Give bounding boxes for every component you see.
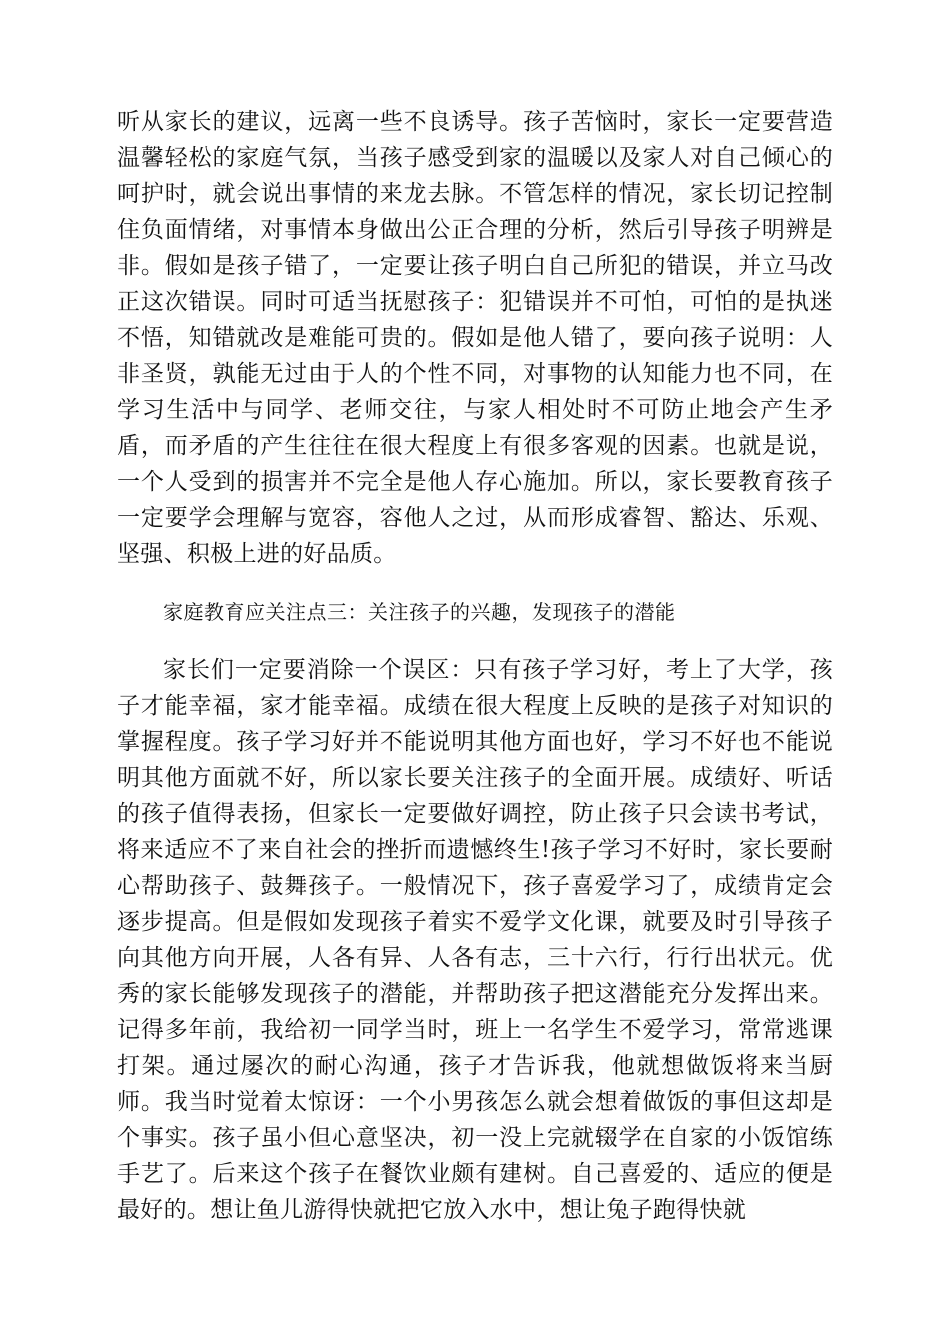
section-heading-3: 家庭教育应关注点三：关注孩子的兴趣，发现孩子的潜能 [163,600,676,624]
body-paragraph-1: 听从家长的建议，远离一些不良诱导。孩子苦恼时，家长一定要营造温馨轻松的家庭气氛，当孩子感受到家的温暖以及家人对自己倾心的呵护时，就会说出事情的来龙去脉。不管怎样的情况，家长切记控制住负面情绪，对事情本身做出公正合理的分析，然后引导孩子明辨是非。假如是孩子错了，一定要让孩子明白自己所犯的错误，并立马改正这次错误。同时可适当抚慰孩子：犯错误并不可怕，可怕的是执迷不悟，知错就改是难能可贵的。假如是他人错了，要向孩子说明：人非圣贤，孰能无过由于人的个性不同，对事物的认知能力也不同，在学习生活中与同学、老师交往，与家人相处时不可防止地会产生矛盾，而矛盾的产生往往在很大程度上有很多客观的因素。也就是说，一个人受到的损害并不完全是他人存心施加。所以，家长要教育孩子一定要学会理解与宽容，容他人之过，从而形成睿智、豁达、乐观、坚强、积极上进的好品质。 [117,109,833,567]
document-page [117,104,833,1228]
body-paragraph-2: 家长们一定要消除一个误区：只有孩子学习好，考上了大学，孩子才能幸福，家才能幸福。成绩在很大程度上反映的是孩子对知识的掌握程度。孩子学习好并不能说明其他方面也好，学习不好也不能说明其他方面就不好，所以家长要关注孩子的全面开展。成绩好、听话的孩子值得表扬，但家长一定要做好调控，防止孩子只会读书考试，将来适应不了来自社会的挫折而遗憾终生!孩子学习不好时，家长要耐心帮助孩子、鼓舞孩子。一般情况下，孩子喜爱学习了，成绩肯定会逐步提高。但是假如发现孩子着实不爱学文化课，就要及时引导孩子向其他方向开展，人各有异、人各有志，三十六行，行行出状元。优秀的家长能够发现孩子的潜能，并帮助孩子把这潜能充分发挥出来。记得多年前，我给初一同学当时，班上一名学生不爱学习，常常逃课打架。通过屡次的耐心沟通，孩子才告诉我，他就想做饭将来当厨师。我当时觉着太惊讶：一个小男孩怎么就会想着做饭的事但这却是个事实。孩子虽小但心意坚决，初一没上完就辍学在自家的小饭馆练手艺了。后来这个孩子在餐饮业颇有建树。自己喜爱的、适应的便是最好的。想让鱼儿游得快就把它放入水中，想让兔子跑得快就 [117,657,833,1223]
